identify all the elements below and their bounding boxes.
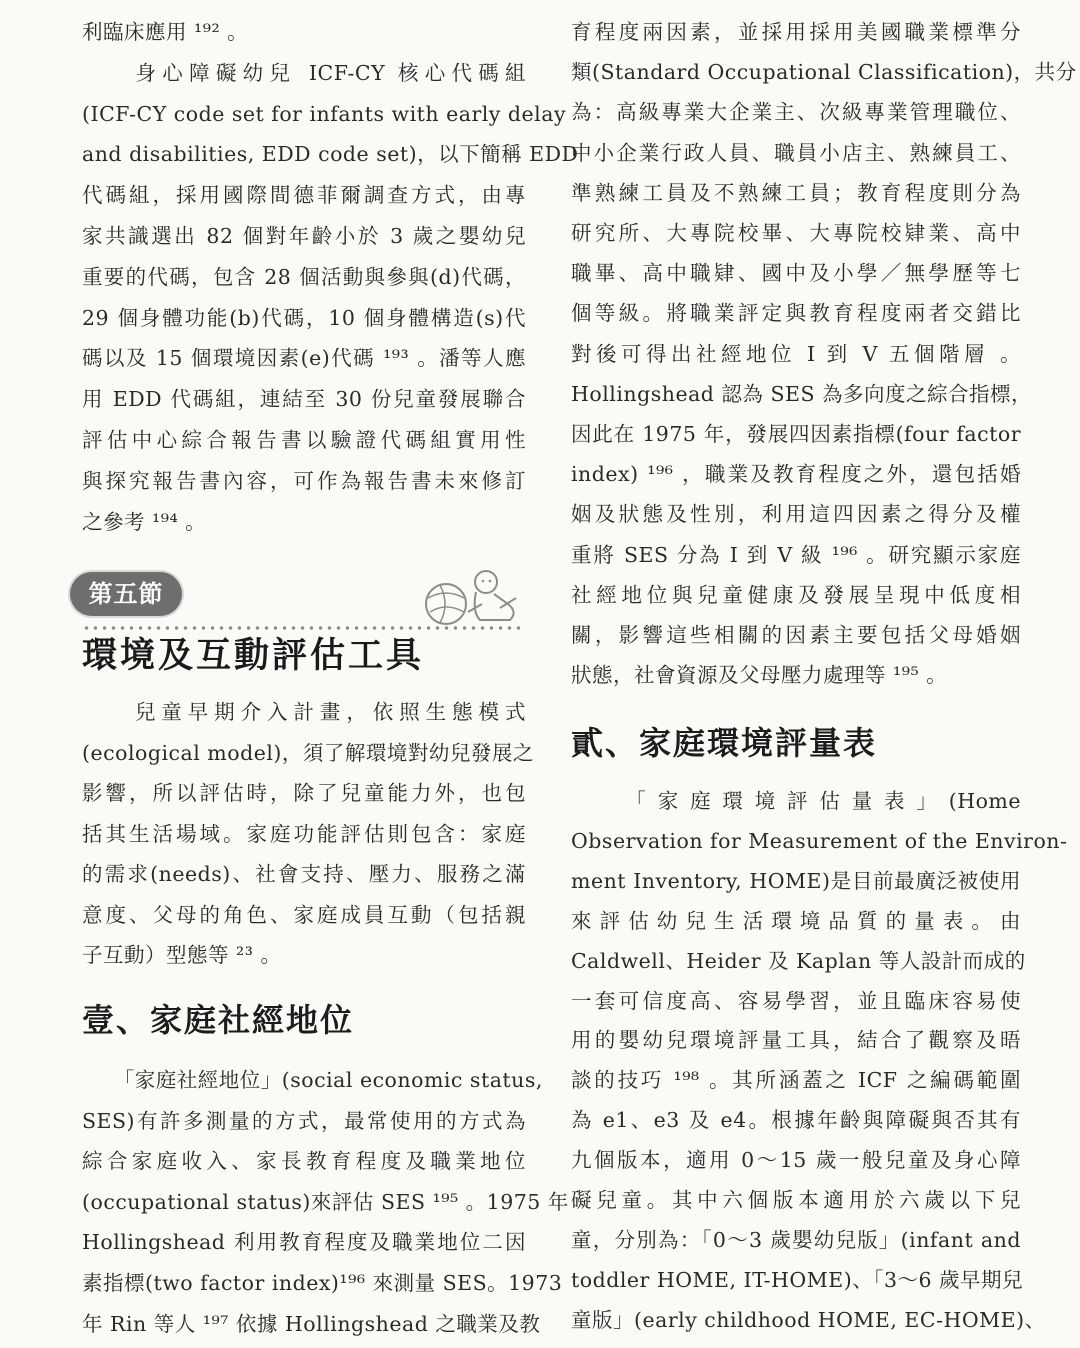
text-line: 年 Rin 等人 ¹⁹⁷ 依據 Hollingshead 之職業及教	[82, 1311, 541, 1336]
text-line: 個等級。將職業評定與教育程度兩者交錯比	[571, 301, 1021, 326]
text-line: 代碼組，採用國際間德菲爾調查方式，由專	[82, 183, 526, 208]
text-line: 為 e1、e3 及 e4。根據年齡與障礙與否其有	[571, 1108, 1021, 1133]
text-line: index) ¹⁹⁶ ，職業及教育程度之外，還包括婚	[571, 462, 1021, 487]
text-line: and disabilities, EDD code set)，以下簡稱 EDD	[82, 142, 579, 167]
text-line: Hollingshead 認為 SES 為多向度之綜合指標，	[571, 381, 1033, 406]
text-line: 來評估幼兒生活環境品質的量表。由	[571, 908, 1021, 933]
text-line: toddler HOME, IT-HOME)、「3～6 歲早期兒	[571, 1267, 1024, 1292]
text-line: 重要的代碼，包含 28 個活動與參與(d)代碼，	[82, 264, 526, 289]
text-line: (occupational status)來評估 SES ¹⁹⁵ 。1975 年	[82, 1189, 569, 1214]
text-line: 綜合家庭收入、家長教育程度及職業地位	[82, 1149, 526, 1174]
text-line: 九個版本，適用 0～15 歲一般兒童及身心障	[571, 1148, 1021, 1173]
text-line: 意度、父母的角色、家庭成員互動（包括親	[82, 902, 526, 927]
text-line: 與探究報告書內容，可作為報告書未來修訂	[82, 468, 526, 493]
text-line: 社經地位與兒童健康及發展呈現中低度相	[571, 582, 1021, 607]
text-line: 研究所、大專院校畢、大專院校肄業、高中	[571, 221, 1021, 245]
baby-with-ball-icon	[424, 568, 524, 630]
text-line: (ICF-CY code set for infants with early delay	[82, 101, 567, 126]
text-line: 「家庭社經地位」(social economic status,	[82, 1068, 543, 1092]
text-line: ment Inventory, HOME)是目前最廣泛被使用	[571, 868, 1021, 893]
text-line: 關，影響這些相關的因素主要包括父母婚姻	[571, 623, 1021, 647]
text-line: Observation for Measurement of the Environ-	[571, 828, 1068, 853]
text-line: 影響，所以評估時，除了兒童能力外，也包	[82, 781, 526, 805]
heading-home-scale: 貳、家庭環境評量表	[571, 724, 878, 762]
text-line: 子互動）型態等 ²³ 。	[82, 943, 282, 967]
text-line: 類(Standard Occupational Classification)，共分	[571, 60, 1077, 85]
text-line: 育程度兩因素，並採用採用美國職業標準分	[571, 20, 1021, 44]
text-line: 括其生活場域。家庭功能評估則包含：家庭	[82, 821, 526, 846]
section-title: 環境及互動評估工具	[82, 636, 425, 676]
text-line: 職畢、高中職肄、國中及小學／無學歷等七	[571, 261, 1021, 286]
text-line: 談的技巧 ¹⁹⁸ 。其所涵蓋之 ICF 之編碼範圍	[571, 1068, 1021, 1093]
heading-family-ses: 壹、家庭社經地位	[82, 1001, 355, 1039]
text-line: 童，分別為：「0～3 歲嬰幼兒版」(infant and	[571, 1227, 1021, 1252]
text-line: 礙兒童。其中六個版本適用於六歲以下兒	[571, 1188, 1021, 1212]
text-line: 評估中心綜合報告書以驗證代碼組實用性	[82, 428, 526, 452]
text-line: 準熟練工員及不熟練工員；教育程度則分為	[571, 180, 1021, 205]
text-line: 一套可信度高、容易學習，並且臨床容易使	[571, 988, 1021, 1013]
text-line: 重將 SES 分為 I 到 V 級 ¹⁹⁶ 。研究顯示家庭	[571, 542, 1021, 567]
text-line: 身心障礙幼兒 ICF-CY 核心代碼組	[82, 60, 526, 85]
text-line: 碼以及 15 個環境因素(e)代碼 ¹⁹³ 。潘等人應	[82, 346, 526, 371]
text-line: Caldwell、Heider 及 Kaplan 等人設計而成的	[571, 948, 1026, 973]
text-line: 素指標(two factor index)¹⁹⁶ 來測量 SES。1973	[82, 1271, 563, 1295]
text-line: 用的嬰幼兒環境評量工具，結合了觀察及晤	[571, 1028, 1021, 1053]
text-line: 之參考 ¹⁹⁴ 。	[82, 509, 207, 534]
text-line: 「家庭環境評估量表」(Home	[571, 789, 1021, 813]
text-line: 狀態，社會資源及父母壓力處理等 ¹⁹⁵ 。	[571, 663, 948, 688]
text-line: 姻及狀態及性別，利用這四因素之得分及權	[571, 502, 1021, 527]
section-badge: 第五節	[70, 572, 182, 616]
text-line: (ecological model)，須了解環境對幼兒發展之	[82, 740, 534, 765]
text-line: 利臨床應用 ¹⁹² 。	[82, 20, 249, 44]
text-line: 用 EDD 代碼組，連結至 30 份兒童發展聯合	[82, 387, 526, 412]
text-line: Hollingshead 利用教育程度及職業地位二因	[82, 1230, 526, 1255]
text-line: 因此在 1975 年，發展四因素指標(four factor	[571, 422, 1021, 446]
text-line: 29 個身體功能(b)代碼，10 個身體構造(s)代	[82, 305, 526, 330]
text-line: 中小企業行政人員、職員小店主、熟練員工、	[571, 140, 1021, 165]
text-line: 對後可得出社經地位 I 到 V 五個階層 。	[571, 341, 1021, 366]
text-line: 為：高級專業大企業主、次級專業管理職位、	[571, 100, 1021, 125]
text-line: SES)有許多測量的方式，最常使用的方式為	[82, 1108, 526, 1133]
text-line: 童版」(early childhood HOME, EC-HOME)、	[571, 1307, 1046, 1332]
text-line: 家共識選出 82 個對年齡小於 3 歲之嬰幼兒	[82, 224, 526, 248]
text-line: 的需求(needs)、社會支持、壓力、服務之滿	[82, 862, 526, 886]
text-line: 兒童早期介入計畫，依照生態模式	[82, 700, 526, 724]
